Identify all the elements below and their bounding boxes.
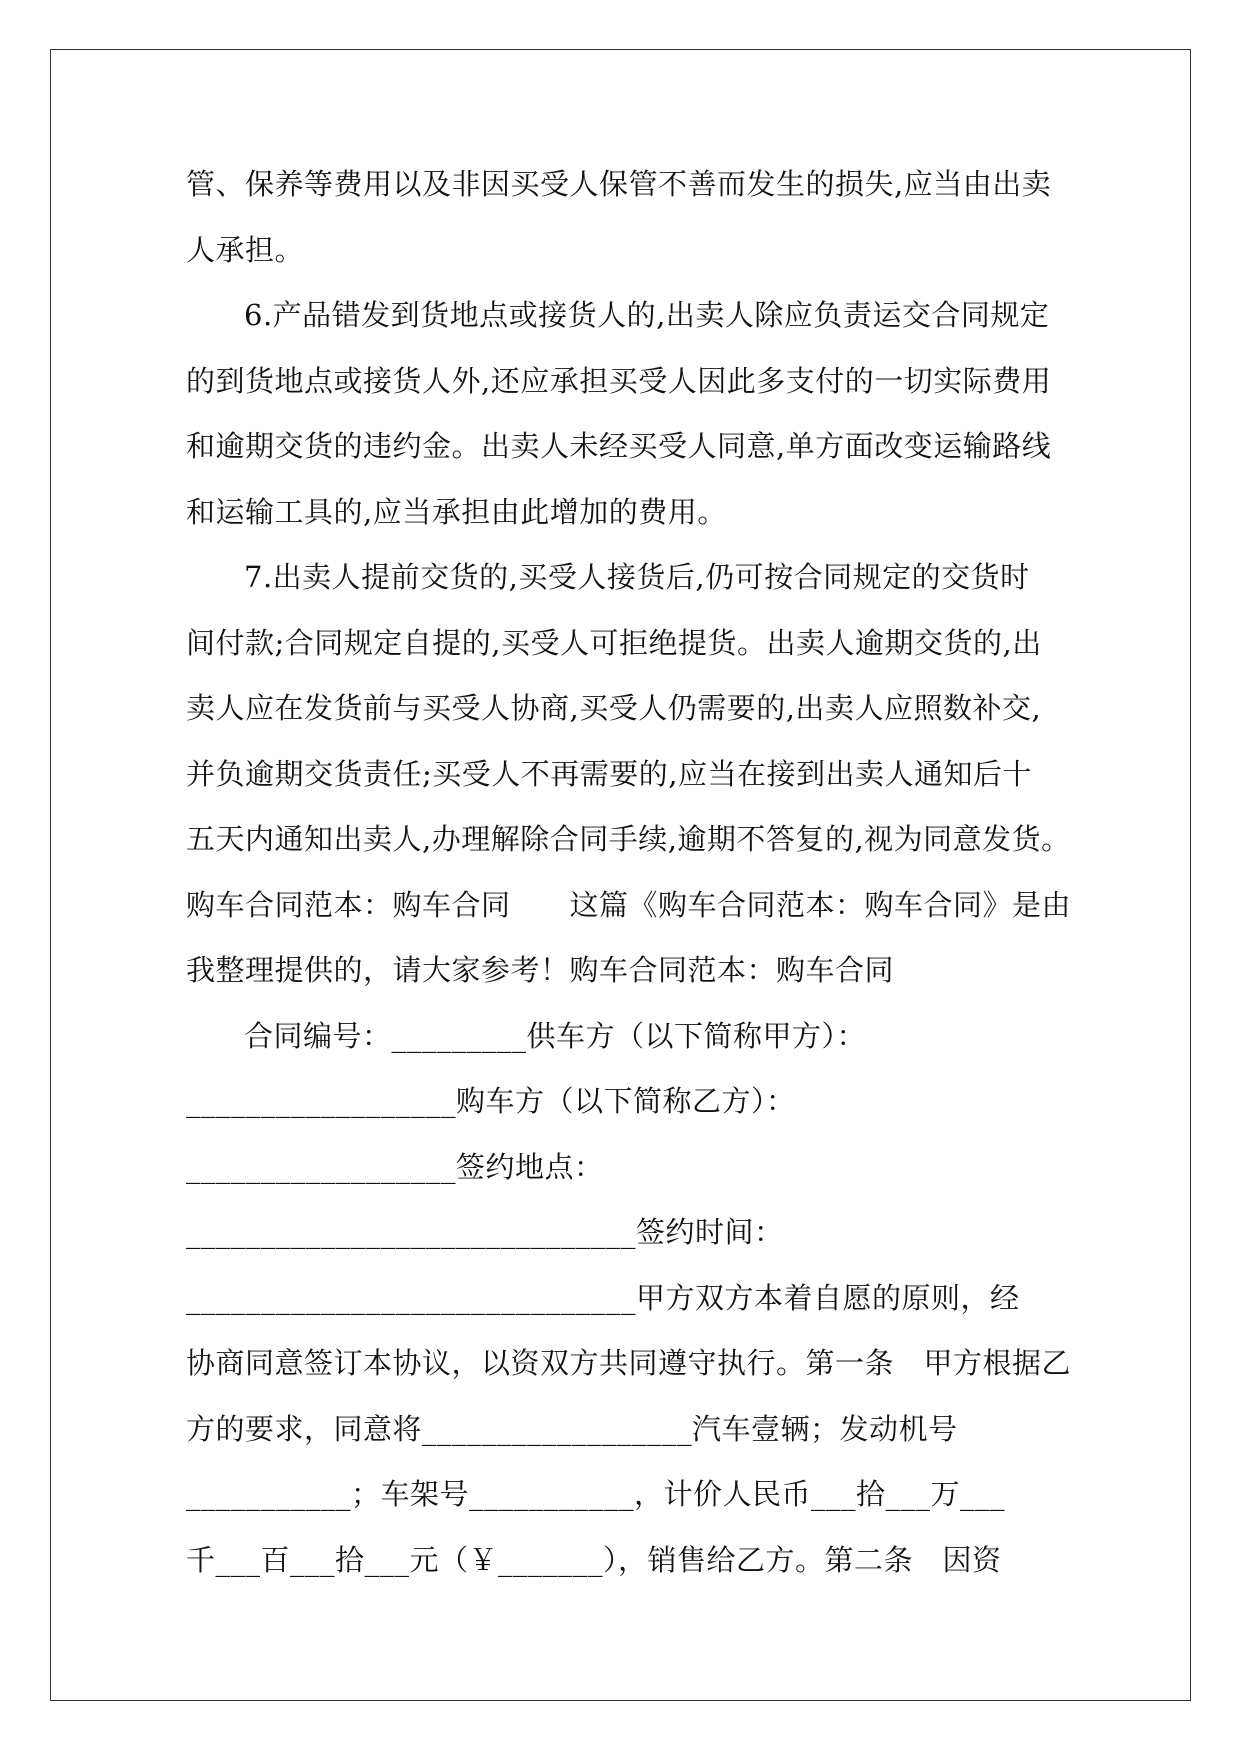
text-line: 间付款;合同规定自提的,买受人可拒绝提货。出卖人逾期交货的,出 — [186, 625, 1042, 660]
text-line: 五天内通知出卖人,办理解除合同手续,逾期不答复的,视为同意发货。 — [186, 822, 1071, 856]
text-line: 卖人应在发货前与买受人协商,买受人仍需要的,出卖人应照数补交, — [186, 691, 1042, 725]
text-line: 千___百___拾___元（￥_______），销售给乙方。第二条 因资 — [186, 1542, 1002, 1577]
text-line: 6.产品错发到货地点或接货人的,出卖人除应负责运交合同规定 — [244, 298, 1050, 332]
text-line: ______________________________签约时间： — [186, 1215, 784, 1249]
text-line: 和运输工具的,应当承担由此增加的费用。 — [186, 494, 727, 529]
text-line: 和逾期交货的违约金。出卖人未经买受人同意,单方面改变运输路线 — [186, 429, 1052, 463]
document-body — [186, 152, 1086, 1593]
text-line: ______________________________甲方双方本着自愿的原则，经 — [186, 1280, 1020, 1315]
text-line: ___________；车架号___________，计价人民币___拾___万___ — [186, 1477, 1006, 1511]
text-line: 购车合同范本：购车合同 这篇《购车合同范本：购车合同》是由 — [186, 887, 1072, 922]
text-line: 的到货地点或接货人外,还应承担买受人因此多支付的一切实际费用 — [186, 363, 1052, 398]
text-line: 管、保养等费用以及非因买受人保管不善而发生的损失,应当由出卖 — [186, 167, 1052, 201]
text-line: __________________签约地点： — [186, 1149, 604, 1184]
text-line: 方的要求，同意将__________________汽车壹辆；发动机号 — [186, 1411, 958, 1446]
text-line: 协商同意签订本协议，以资双方共同遵守执行。第一条 甲方根据乙 — [186, 1346, 1072, 1380]
text-line: 7.出卖人提前交货的,买受人接货后,仍可按合同规定的交货时 — [244, 560, 1030, 594]
text-line: __________________购车方（以下简称乙方）： — [186, 1084, 796, 1118]
text-line: 并负逾期交货责任;买受人不再需要的,应当在接到出卖人通知后十 — [186, 756, 1032, 791]
text-line: 人承担。 — [186, 232, 305, 267]
text-line: 合同编号：_________供车方（以下简称甲方）： — [244, 1018, 867, 1053]
text-line: 我整理提供的，请大家参考！购车合同范本：购车合同 — [186, 953, 895, 987]
